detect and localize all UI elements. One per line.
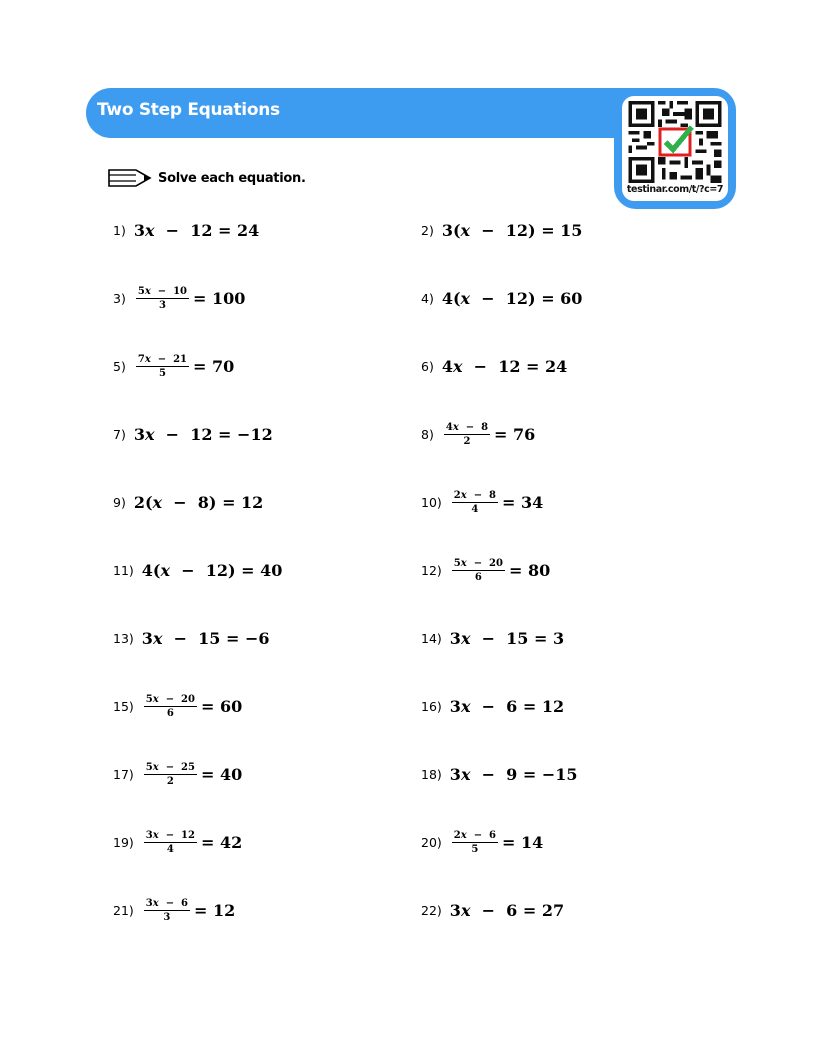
problem-number: 13) [113, 630, 134, 646]
numerator: 3x − 6 [145, 897, 188, 909]
problem-item [113, 212, 259, 248]
problem-number: 17) [113, 766, 134, 782]
numerator: 5x − 25 [145, 761, 195, 773]
problem-item [421, 416, 535, 452]
equation: 4 x − 12 = 24 [441, 356, 568, 376]
numerator: 4x − 8 [445, 421, 489, 433]
equation: $\frac{5x - 10}{3}$ = 100 [137, 285, 246, 311]
fraction [452, 558, 505, 583]
equation: $\frac{7x - 21}{5}$ = 70 [137, 353, 235, 379]
problem-item [421, 212, 582, 248]
fraction [452, 830, 498, 855]
numerator: 2x − 8 [453, 489, 496, 501]
page-title: Two Step Equations [97, 100, 280, 120]
problem-number: 1) [113, 222, 126, 238]
problem-number: 4) [421, 290, 434, 306]
problem-number: 12) [421, 562, 442, 578]
qr-code-icon [628, 101, 722, 183]
problem-item [421, 756, 578, 792]
numerator: 3x − 12 [145, 829, 195, 841]
problem-item [421, 348, 567, 384]
equation: $\frac{3x - 6}{3}$ = 12 [145, 897, 236, 923]
problem-number: 9) [113, 494, 126, 510]
fraction [144, 898, 190, 923]
problem-item [421, 552, 550, 588]
pencil-icon [108, 168, 152, 188]
denominator: 5 [471, 843, 479, 855]
denominator: 3 [163, 911, 171, 923]
problem-number: 11) [113, 562, 134, 578]
problem-number: 2) [421, 222, 434, 238]
equation: $\frac{5x - 20}{6}$ = 80 [453, 557, 551, 583]
problem-number: 21) [113, 902, 134, 918]
equation: $\frac{4x - 8}{2}$ = 76 [445, 421, 536, 447]
problem-number: 16) [421, 698, 442, 714]
problem-number: 5) [113, 358, 126, 374]
equation: 3 x − 9 = −15 [449, 764, 578, 784]
denominator: 6 [474, 571, 482, 583]
problem-number: 18) [421, 766, 442, 782]
problem-item [113, 756, 242, 792]
problem-number: 7) [113, 426, 126, 442]
numerator: 5x − 20 [453, 557, 503, 569]
fraction [144, 762, 197, 787]
equation: $\frac{5x - 25}{2}$ = 40 [145, 761, 243, 787]
denominator: 4 [166, 843, 174, 855]
problem-item [113, 620, 270, 656]
numerator: 7x − 21 [137, 353, 188, 365]
fraction [144, 694, 197, 719]
qr-url[interactable]: testinar.com/t/?c=7 [626, 184, 724, 195]
problem-item [113, 552, 282, 588]
denominator: 3 [158, 299, 166, 311]
problem-number: 10) [421, 494, 442, 510]
equation: $\frac{2x - 6}{5}$ = 14 [453, 829, 544, 855]
equation: $\frac{2x - 8}{4}$ = 34 [453, 489, 544, 515]
problem-number: 19) [113, 834, 134, 850]
problem-number: 3) [113, 290, 126, 306]
equation: 4( x − 12) = 60 [441, 288, 583, 308]
problem-number: 22) [421, 902, 442, 918]
qr-panel[interactable] [622, 96, 728, 201]
problem-item [421, 688, 564, 724]
problem-number: 6) [421, 358, 434, 374]
equation: $\frac{5x - 20}{6}$ = 60 [145, 693, 243, 719]
denominator: 5 [158, 367, 166, 379]
fraction [144, 830, 197, 855]
instruction [108, 168, 306, 188]
fraction [136, 286, 189, 311]
problem-item [113, 280, 245, 316]
problem-item [421, 484, 543, 520]
equation: 3 x − 12 = −12 [133, 424, 273, 444]
equation: 3 x − 12 = 24 [133, 220, 260, 240]
problem-item [421, 620, 564, 656]
equation: 3 x − 15 = 3 [449, 628, 565, 648]
equation: 3 x − 15 = −6 [141, 628, 270, 648]
problem-item [113, 416, 273, 452]
fraction [452, 490, 498, 515]
equation: $\frac{3x - 12}{4}$ = 42 [145, 829, 243, 855]
equation: 4( x − 12) = 40 [141, 560, 283, 580]
problem-number: 20) [421, 834, 442, 850]
problem-item [113, 348, 234, 384]
numerator: 2x − 6 [453, 829, 496, 841]
problem-item [421, 824, 543, 860]
problem-item [113, 824, 242, 860]
equation: 2( x − 8) = 12 [133, 492, 264, 512]
problem-item [113, 688, 242, 724]
fraction [136, 354, 189, 379]
denominator: 4 [471, 503, 479, 515]
denominator: 2 [463, 435, 471, 447]
instruction-text: Solve each equation. [158, 170, 306, 186]
problem-number: 8) [421, 426, 434, 442]
problem-item [421, 280, 582, 316]
denominator: 6 [166, 707, 174, 719]
problem-item [421, 892, 564, 928]
denominator: 2 [166, 775, 174, 787]
equation: 3 x − 6 = 27 [449, 900, 565, 920]
numerator: 5x − 20 [145, 693, 195, 705]
problem-number: 14) [421, 630, 442, 646]
problem-item [113, 892, 235, 928]
numerator: 5x − 10 [137, 285, 188, 297]
problem-number: 15) [113, 698, 134, 714]
fraction [444, 422, 490, 447]
problem-item [113, 484, 263, 520]
equation: 3 x − 6 = 12 [449, 696, 565, 716]
equation: 3( x − 12) = 15 [441, 220, 583, 240]
